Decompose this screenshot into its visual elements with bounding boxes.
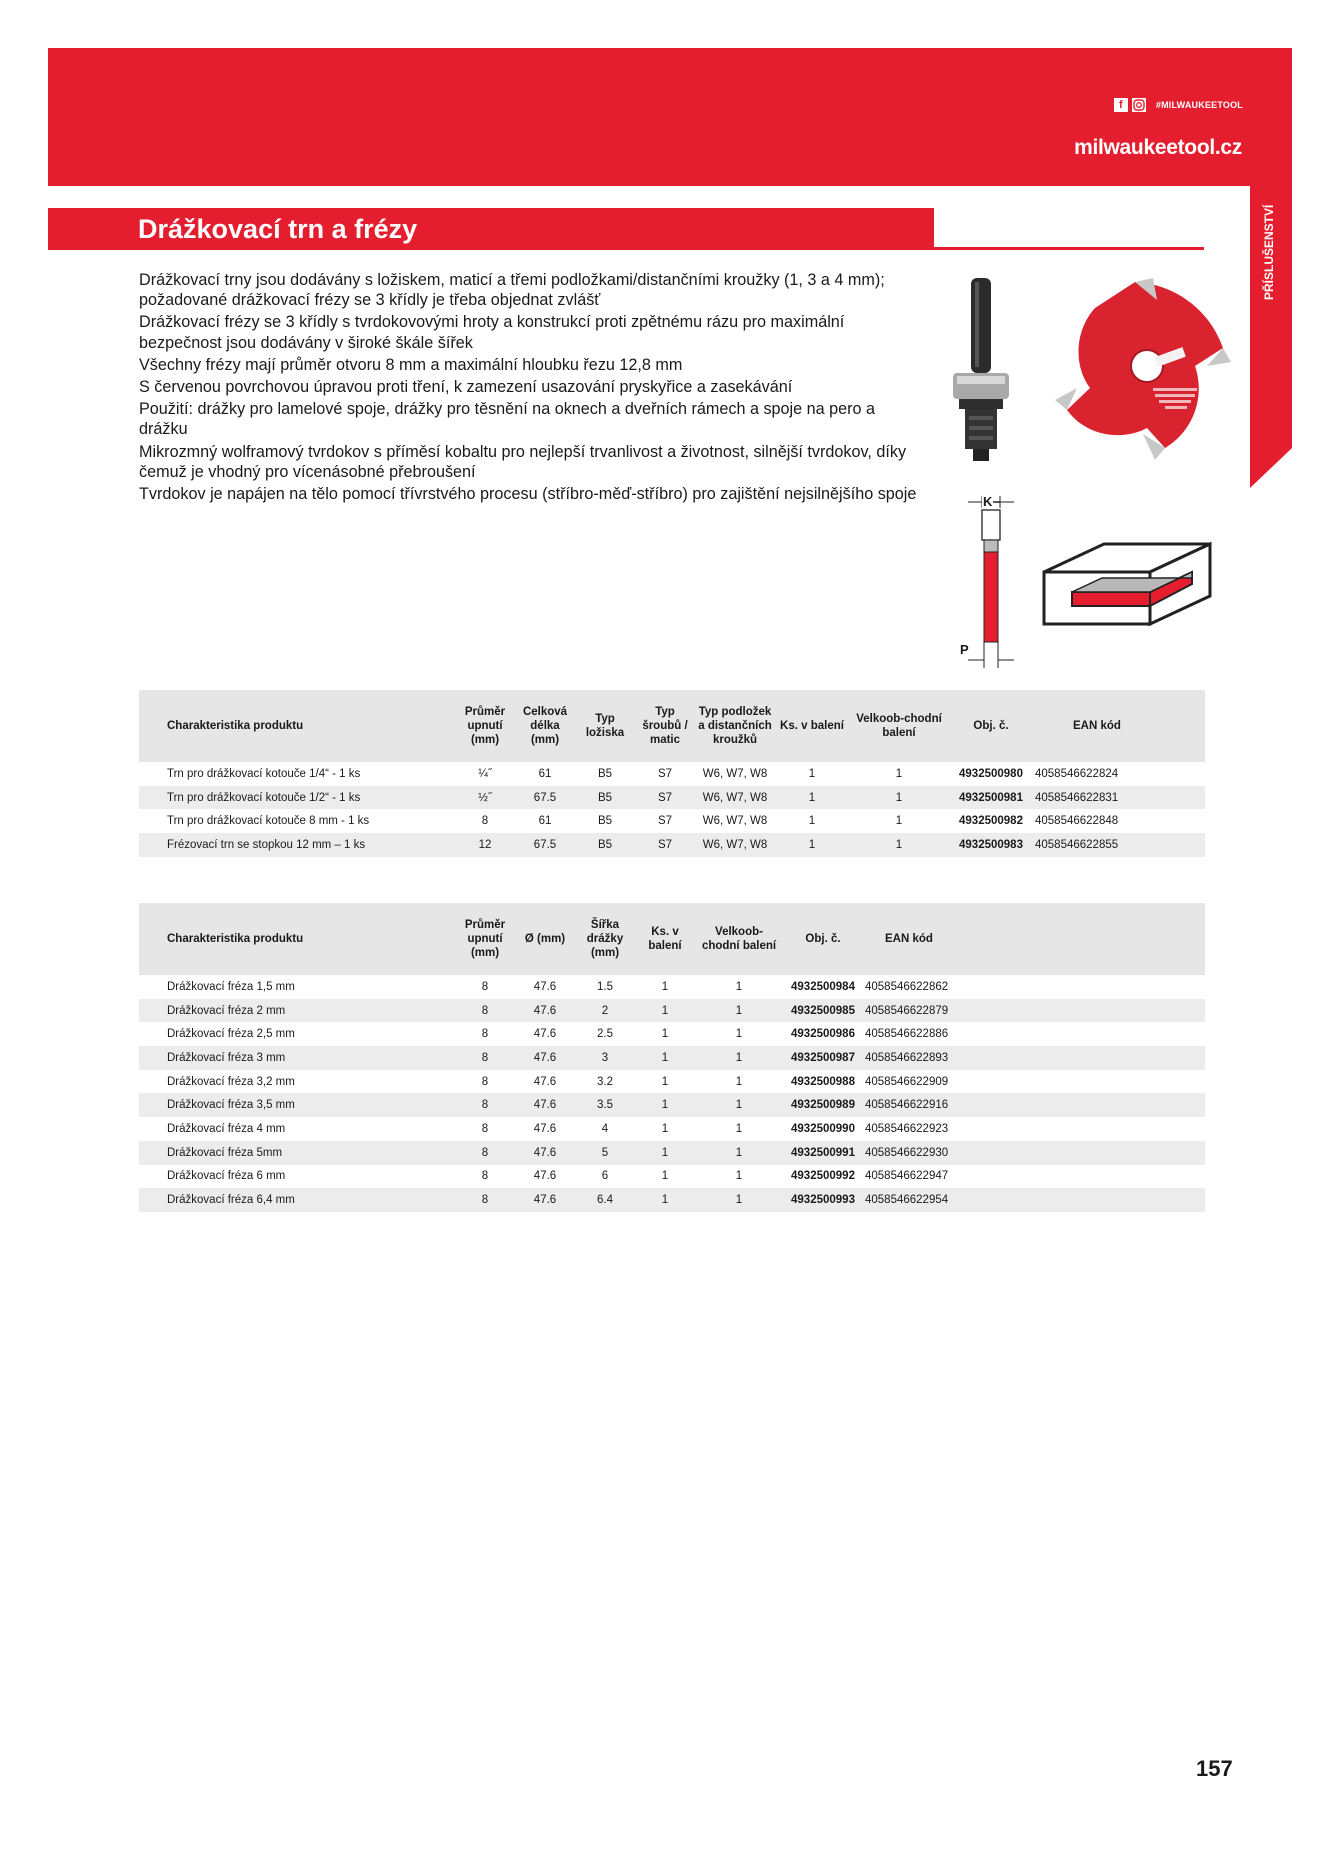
cell: 8 bbox=[455, 1141, 515, 1165]
cell: 6.4 bbox=[575, 1188, 635, 1212]
order-number: 4932500985 bbox=[783, 999, 863, 1023]
col-header: Charakteristika produktu bbox=[139, 903, 455, 975]
cell: Drážkovací fréza 3 mm bbox=[139, 1046, 455, 1070]
table-row bbox=[139, 1165, 1205, 1189]
cell: 47.6 bbox=[533, 980, 557, 993]
cell: 61 bbox=[538, 767, 552, 780]
table-header-row bbox=[139, 903, 1205, 975]
cell: 8 bbox=[481, 980, 489, 993]
ean-code: 4058546622848 bbox=[1035, 815, 1119, 828]
cell: 1 bbox=[695, 1046, 783, 1070]
cell: 1 bbox=[661, 1122, 669, 1135]
slot-cutter-image bbox=[1035, 270, 1235, 475]
side-tab-label: PŘÍSLUŠENSTVÍ bbox=[1262, 204, 1276, 300]
table-row bbox=[139, 809, 1205, 833]
table-row bbox=[139, 1046, 1205, 1070]
cell: 8 bbox=[455, 1188, 515, 1212]
col-header: Ø (mm) bbox=[515, 903, 575, 975]
description bbox=[139, 270, 919, 506]
order-number: 4932500986 bbox=[791, 1028, 855, 1041]
ean-code: 4058546622886 bbox=[865, 1028, 949, 1041]
cell: 8 bbox=[455, 1093, 515, 1117]
cell: 1 bbox=[635, 999, 695, 1023]
ean-code: 4058546622930 bbox=[863, 1141, 1205, 1165]
cell: 1 bbox=[695, 999, 783, 1023]
description-paragraph: Použití: drážky pro lamelové spoje, drážky pro těsnění na oknech a dveřních rámech a spoje na pero a drážku bbox=[139, 400, 876, 439]
cell: S7 bbox=[657, 815, 673, 828]
cell: W6, W7, W8 bbox=[695, 786, 775, 810]
cell: 1 bbox=[635, 1188, 695, 1212]
cell: 1 bbox=[735, 1028, 743, 1041]
col-header: Průměr upnutí (mm) bbox=[455, 690, 515, 762]
facebook-icon[interactable]: f bbox=[1114, 98, 1128, 112]
col-header: Průměr upnutí (mm) bbox=[455, 903, 515, 975]
cell: 47.6 bbox=[515, 1093, 575, 1117]
cell: Frézovací trn se stopkou 12 mm – 1 ks bbox=[139, 833, 455, 857]
cell: 1 bbox=[735, 1075, 743, 1088]
cell: 1 bbox=[635, 1046, 695, 1070]
ean-code: 4058546622947 bbox=[865, 1170, 949, 1183]
cell: S7 bbox=[635, 833, 695, 857]
cell: 47.6 bbox=[515, 1046, 575, 1070]
cell: 8 bbox=[455, 999, 515, 1023]
cell: 3.5 bbox=[575, 1093, 635, 1117]
table-row bbox=[139, 975, 1205, 999]
cutter-table bbox=[139, 903, 1205, 1212]
cell: 47.6 bbox=[515, 1188, 575, 1212]
cell: 1 bbox=[661, 1028, 669, 1041]
col-header: Charakteristika produktu bbox=[139, 690, 455, 762]
ean-code: 4058546622923 bbox=[865, 1122, 949, 1135]
cell: 1 bbox=[895, 815, 903, 828]
label-k: K bbox=[983, 494, 993, 509]
cell: 1 bbox=[661, 1075, 669, 1088]
cell: 3 bbox=[575, 1046, 635, 1070]
cell: ½˝ bbox=[455, 786, 515, 810]
cell: 1 bbox=[695, 1141, 783, 1165]
cell: 47.6 bbox=[515, 999, 575, 1023]
col-header: EAN kód bbox=[1033, 690, 1205, 762]
col-header: Velkoob-chodní balení bbox=[849, 690, 949, 762]
ean-code: 4058546622855 bbox=[1033, 833, 1205, 857]
cell: 1 bbox=[849, 833, 949, 857]
page-title: Drážkovací trn a frézy bbox=[138, 214, 418, 244]
cell: 1 bbox=[808, 767, 816, 780]
arbor-table bbox=[139, 690, 1205, 857]
description-paragraph: Drážkovací trny jsou dodávány s ložiskem, maticí a třemi podložkami/distančními kroužky (1, 3 a 4 mm); požadované drážkovací frézy se 3 křídly je třeba objednat zvlášť bbox=[139, 271, 885, 310]
description-paragraph: Mikrozmný wolframový tvrdokov s příměsí kobaltu pro nejlepší trvanlivost a životnost, silnější tvrdokov, díky čemuž je vhodný pro vícenásobné přebroušení bbox=[139, 442, 907, 481]
order-number: 4932500981 bbox=[949, 786, 1033, 810]
order-number: 4932500983 bbox=[949, 833, 1033, 857]
cell: B5 bbox=[597, 815, 613, 828]
cell: 1 bbox=[661, 980, 669, 993]
col-header: Šířka drážky (mm) bbox=[575, 903, 635, 975]
cell: Drážkovací fréza 5mm bbox=[139, 1141, 455, 1165]
cell: S7 bbox=[657, 767, 673, 780]
col-header: EAN kód bbox=[863, 903, 1205, 975]
cell: W6, W7, W8 bbox=[695, 833, 775, 857]
col-header: Obj. č. bbox=[783, 903, 863, 975]
cell: Drážkovací fréza 3,2 mm bbox=[167, 1075, 295, 1088]
order-number: 4932500992 bbox=[791, 1170, 855, 1183]
cell: 4 bbox=[601, 1122, 609, 1135]
col-header: Typ šroubů / matic bbox=[635, 690, 695, 762]
cell: B5 bbox=[597, 767, 613, 780]
order-number: 4932500984 bbox=[791, 980, 855, 993]
table-row bbox=[139, 786, 1205, 810]
cell: 61 bbox=[538, 815, 552, 828]
cell: Trn pro drážkovací kotouče 8 mm - 1 ks bbox=[167, 815, 370, 828]
ean-code: 4058546622879 bbox=[863, 999, 1205, 1023]
social-links bbox=[1114, 98, 1243, 112]
order-number: 4932500993 bbox=[783, 1188, 863, 1212]
cell: W6, W7, W8 bbox=[702, 815, 768, 828]
cell: 8 bbox=[481, 1170, 489, 1183]
cell: 67.5 bbox=[515, 786, 575, 810]
table-row bbox=[139, 1093, 1205, 1117]
cell: 8 bbox=[455, 1046, 515, 1070]
table-row bbox=[139, 1141, 1205, 1165]
col-header: Obj. č. bbox=[949, 690, 1033, 762]
table-row bbox=[139, 1070, 1205, 1094]
ean-code: 4058546622954 bbox=[863, 1188, 1205, 1212]
cell: 8 bbox=[481, 1122, 489, 1135]
order-number: 4932500991 bbox=[783, 1141, 863, 1165]
cell: 5 bbox=[575, 1141, 635, 1165]
instagram-icon[interactable] bbox=[1132, 98, 1146, 112]
cell: 47.6 bbox=[533, 1028, 557, 1041]
ean-code: 4058546622824 bbox=[1035, 767, 1119, 780]
arbor-image bbox=[945, 276, 1020, 471]
description-paragraph: Tvrdokov je napájen na tělo pomocí třívrstvého procesu (stříbro-měď-stříbro) pro zajištění nejsilnějšího spoje bbox=[139, 485, 917, 504]
cell: 1 bbox=[775, 833, 849, 857]
table-row bbox=[139, 1117, 1205, 1141]
cell: 1 bbox=[635, 1093, 695, 1117]
ean-code: 4058546622893 bbox=[863, 1046, 1205, 1070]
col-header: Celková délka (mm) bbox=[515, 690, 575, 762]
table-row bbox=[139, 833, 1205, 857]
cell: 8 bbox=[481, 815, 489, 828]
order-number: 4932500988 bbox=[791, 1075, 855, 1088]
order-number: 4932500990 bbox=[791, 1122, 855, 1135]
col-header: Typ podložek a distančních kroužků bbox=[695, 690, 775, 762]
table-row bbox=[139, 999, 1205, 1023]
cell: ¼˝ bbox=[478, 767, 492, 780]
col-header: Ks. v balení bbox=[775, 690, 849, 762]
page-number: 157 bbox=[1196, 1756, 1233, 1781]
cell: 47.6 bbox=[533, 1075, 557, 1088]
cell: 12 bbox=[455, 833, 515, 857]
cell: 1 bbox=[895, 767, 903, 780]
cell: Drážkovací fréza 6,4 mm bbox=[139, 1188, 455, 1212]
cell: Drážkovací fréza 2 mm bbox=[139, 999, 455, 1023]
order-number: 4932500987 bbox=[783, 1046, 863, 1070]
cell: 1 bbox=[735, 980, 743, 993]
cell: 2.5 bbox=[597, 1028, 613, 1041]
col-header: Typ ložiska bbox=[575, 690, 635, 762]
col-header: Ks. v balení bbox=[635, 903, 695, 975]
cell: Drážkovací fréza 3,5 mm bbox=[139, 1093, 455, 1117]
cell: 1 bbox=[635, 1141, 695, 1165]
cell: Trn pro drážkovací kotouče 1/2“ - 1 ks bbox=[139, 786, 455, 810]
cell: 47.6 bbox=[533, 1170, 557, 1183]
order-number: 4932500989 bbox=[783, 1093, 863, 1117]
header-band bbox=[48, 48, 1292, 186]
table-row bbox=[139, 1022, 1205, 1046]
cell: W6, W7, W8 bbox=[702, 767, 768, 780]
cell: 1 bbox=[735, 1122, 743, 1135]
cell: B5 bbox=[575, 786, 635, 810]
cell: 1 bbox=[735, 1170, 743, 1183]
cell: Drážkovací fréza 2,5 mm bbox=[167, 1028, 295, 1041]
cell: 1 bbox=[808, 815, 816, 828]
title-rule bbox=[934, 247, 1204, 250]
title-bar bbox=[48, 208, 934, 250]
order-number: 4932500980 bbox=[959, 767, 1023, 780]
site-link[interactable]: milwaukeetool.cz bbox=[1074, 136, 1242, 159]
cell: Drážkovací fréza 4 mm bbox=[167, 1122, 286, 1135]
ean-code: 4058546622862 bbox=[865, 980, 949, 993]
cell: 47.6 bbox=[533, 1122, 557, 1135]
table-row bbox=[139, 1188, 1205, 1212]
cell: Trn pro drážkovací kotouče 1/4“ - 1 ks bbox=[167, 767, 361, 780]
cell: S7 bbox=[635, 786, 695, 810]
hashtag[interactable]: #MILWAUKEETOOL bbox=[1155, 100, 1243, 110]
cell: 3.2 bbox=[597, 1075, 613, 1088]
cell: 8 bbox=[481, 1028, 489, 1041]
table-row bbox=[139, 762, 1205, 786]
dimension-diagram bbox=[950, 492, 1030, 677]
cell: 1 bbox=[661, 1170, 669, 1183]
cell: 1 bbox=[695, 1093, 783, 1117]
cell: B5 bbox=[575, 833, 635, 857]
cell: 67.5 bbox=[515, 833, 575, 857]
ean-code: 4058546622916 bbox=[863, 1093, 1205, 1117]
cell: 8 bbox=[481, 1075, 489, 1088]
description-paragraph: S červenou povrchovou úpravou proti tření, k zamezení usazování pryskyřice a zasekávání bbox=[139, 378, 793, 397]
ean-code: 4058546622909 bbox=[865, 1075, 949, 1088]
label-p: P bbox=[960, 642, 969, 657]
table-header-row bbox=[139, 690, 1205, 762]
cell: 6 bbox=[601, 1170, 609, 1183]
groove-diagram bbox=[1042, 540, 1212, 635]
cell: 2 bbox=[575, 999, 635, 1023]
cell: Drážkovací fréza 6 mm bbox=[167, 1170, 286, 1183]
description-paragraph: Drážkovací frézy se 3 křídly s tvrdokovovými hroty a konstrukcí proti zpětnému rázu pro maximální bezpečnost jsou dodávány v široké škále šířek bbox=[139, 313, 845, 352]
cell: 1 bbox=[849, 786, 949, 810]
description-paragraph: Všechny frézy mají průměr otvoru 8 mm a maximální hloubku řezu 12,8 mm bbox=[139, 355, 683, 374]
cell: 1 bbox=[695, 1188, 783, 1212]
col-header: Velkoob-chodní balení bbox=[695, 903, 783, 975]
cell: 47.6 bbox=[515, 1141, 575, 1165]
cell: 1.5 bbox=[597, 980, 613, 993]
ean-code: 4058546622831 bbox=[1033, 786, 1205, 810]
order-number: 4932500982 bbox=[959, 815, 1023, 828]
cell: Drážkovací fréza 1,5 mm bbox=[167, 980, 295, 993]
cell: 1 bbox=[775, 786, 849, 810]
